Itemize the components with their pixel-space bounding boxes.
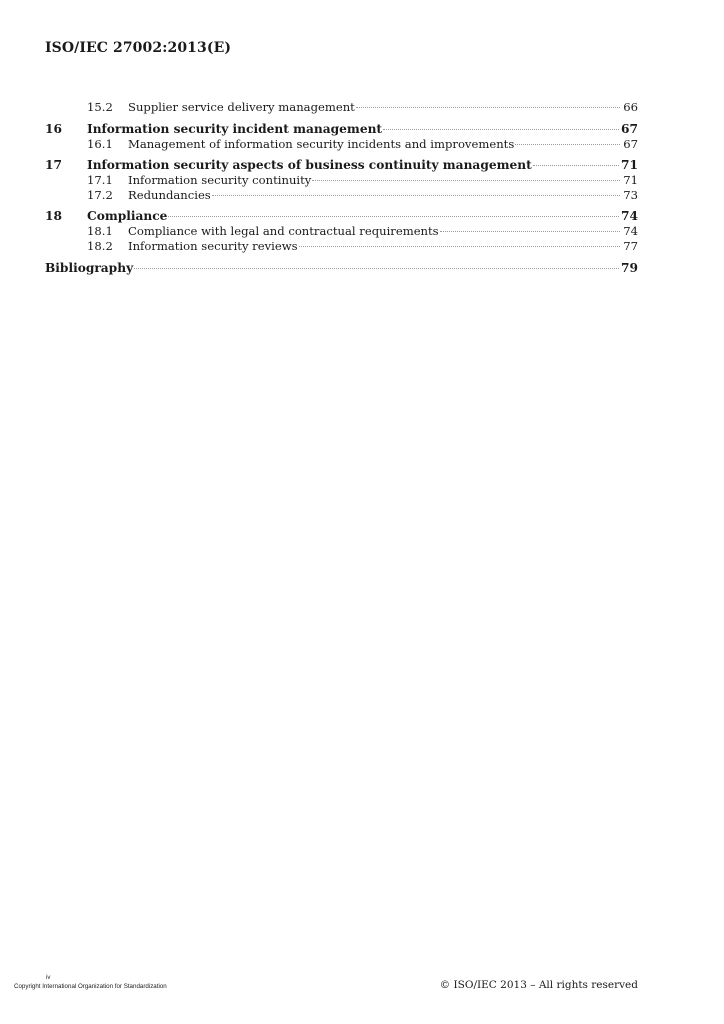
toc-page: 71 [623, 173, 638, 188]
toc-number: 17.2 [87, 187, 113, 202]
toc-entry[interactable] [45, 137, 638, 152]
toc-entry[interactable] [45, 173, 638, 188]
toc-entry[interactable] [45, 157, 638, 173]
toc-title: Information security incident management [87, 121, 383, 136]
toc-number: 16.1 [87, 136, 113, 151]
dot-leader [168, 216, 619, 217]
toc-page: 67 [621, 121, 638, 136]
toc-page: 73 [623, 187, 638, 202]
toc-entry[interactable] [45, 188, 638, 203]
toc-title: Supplier service delivery management [128, 100, 355, 114]
toc-number: 15.2 [87, 100, 113, 114]
toc-title: Compliance with legal and contractual requirements [128, 224, 439, 239]
toc-title: Management of information security incidents and improvements [128, 136, 515, 151]
licensing-text: Copyright International Organization for Standardization [14, 983, 167, 990]
toc-number: 17.1 [87, 173, 113, 188]
dot-leader [312, 180, 620, 181]
licensing-notice [14, 975, 167, 990]
toc-entry[interactable] [45, 208, 638, 224]
toc-title: Bibliography [45, 260, 134, 275]
toc-page: 77 [623, 238, 638, 253]
page-number: iv [46, 975, 51, 981]
toc-title: Information security continuity [128, 173, 312, 188]
toc-page: 74 [623, 224, 638, 239]
dot-leader [533, 165, 619, 166]
dot-leader [299, 246, 620, 247]
dot-leader [356, 107, 620, 108]
toc-page: 79 [621, 260, 638, 275]
copyright-notice: © ISO/IEC 2013 – All rights reserved [439, 979, 638, 991]
toc-title: Information security aspects of business continuity management [87, 158, 532, 173]
toc-entry[interactable] [45, 260, 638, 276]
table-of-contents [45, 100, 638, 276]
toc-page: 74 [621, 209, 638, 224]
toc-title: Redundancies [128, 187, 211, 202]
toc-entry[interactable] [45, 239, 638, 254]
toc-title: Compliance [87, 209, 168, 224]
dot-leader [440, 231, 620, 232]
toc-entry[interactable] [45, 121, 638, 137]
toc-page: 67 [623, 136, 638, 151]
toc-entry[interactable] [45, 100, 638, 115]
document-header: ISO/IEC 27002:2013(E) [45, 40, 232, 56]
dot-leader [134, 268, 619, 269]
toc-number: 18.2 [87, 238, 113, 253]
toc-page: 71 [621, 158, 638, 173]
toc-number: 17 [45, 158, 62, 173]
dot-leader [515, 144, 620, 145]
toc-number: 18 [45, 209, 62, 224]
toc-page: 66 [623, 100, 638, 114]
toc-number: 18.1 [87, 224, 113, 239]
toc-title: Information security reviews [128, 238, 298, 253]
dot-leader [212, 195, 620, 196]
toc-entry[interactable] [45, 224, 638, 239]
toc-number: 16 [45, 121, 62, 136]
dot-leader [383, 129, 619, 130]
